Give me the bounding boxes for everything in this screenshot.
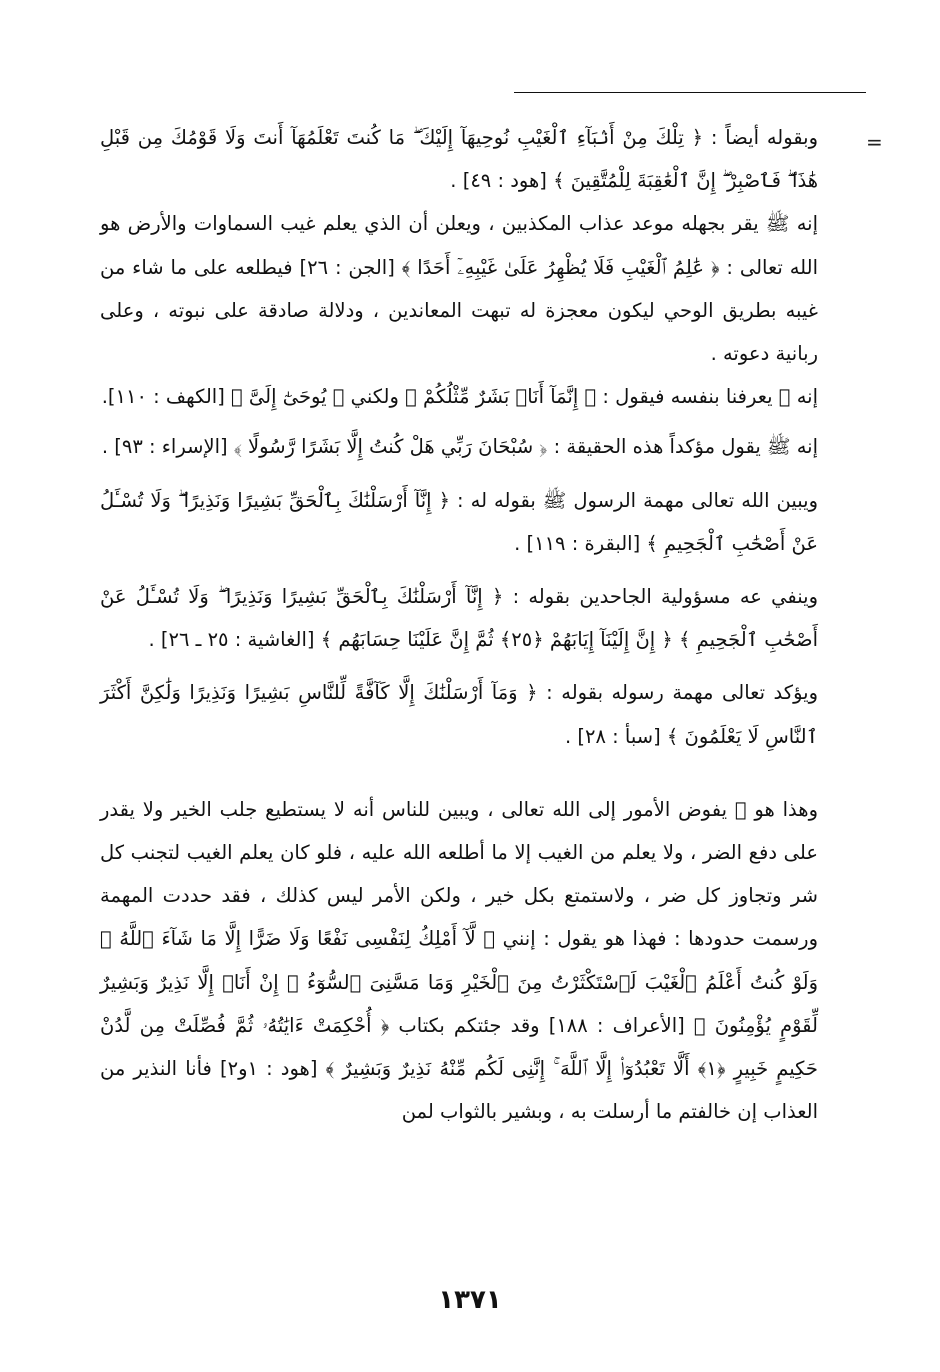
page-number: ١٣٧١: [438, 1285, 502, 1315]
paragraph-isra-93: إنه ﷺ يقول مؤكداً هذه الحقيقة : ﴿ سُبْحَانَ رَبِّي هَلْ كُنتُ إِلَّا بَشَرًا رَّسُولًا ﴾ [الإسراء : ٩٣] .: [101, 435, 818, 459]
header-rule: [514, 92, 866, 93]
paragraph-ghashiya-25-26: وينفي عه مسؤولية الجاحدين بقوله : ﴿ إِنَّآ أَرْسَلْنَٰكَ بِٱلْحَقِّ بَشِيرًا وَنَذِيرًا ۖ وَلَا تُسْـَٔلُ عَنْ أَصْحَٰبِ ٱلْجَحِيمِ ﴾ ﴿ إِنَّ إِلَيْنَآ إِيَابَهُمْ ﴿٢٥﴾ ثُمَّ إِنَّ عَلَيْنَا حِسَابَهُم ﴾ [الغاشية : ٢٥ ـ ٢٦] .: [100, 585, 818, 652]
margin-mark: =: [866, 130, 883, 154]
body-text: [100, 116, 818, 1133]
paragraph-hud-49: وبقوله أيضاً : ﴿ تِلْكَ مِنْ أَنۢبَآءِ ٱلْغَيْبِ نُوحِيهَآ إِلَيْكَ ۖ مَا كُنتَ تَعْلَمُهَآ أَنتَ وَلَا قَوْمُكَ مِن قَبْلِ هَٰذَا ۖ فَٱصْبِرْ ۖ إِنَّ ٱلْعَٰقِبَةَ لِلْمُتَّقِينَ ﴾ [هود : ٤٩] .: [100, 126, 818, 193]
paragraph-saba-28: ويؤكد تعالى مهمة رسوله بقوله : ﴿ وَمَآ أَرْسَلْنَٰكَ إِلَّا كَآفَّةً لِّلنَّاسِ بَشِيرًا وَنَذِيرًا وَلَٰكِنَّ أَكْثَرَ ٱلنَّاسِ لَا يَعْلَمُونَ ﴾ [سبأ : ٢٨] .: [100, 681, 818, 748]
paragraph-araf-188-hud-1-2: وهذا هو ﷺ يفوض الأمور إلى الله تعالى ، ويبين للناس أنه لا يستطيع جلب الخير ولا يقدر على دفع الضر ، ولا يعلم من الغيب إلا ما أطلعه الله عليه ، فلو كان يعلم الغيب لتجنب كل شر وتجاوز كل ضر ، ولاستمتع بكل خير ، ولكن الأمر ليس كذلك ، فقد حددت المهمة ورسمت حدودها : فهذا هو يقول : إنني ﴿ لَّآ أَمْلِكُ لِنَفْسِى نَفْعًا وَلَا ضَرًّا إِلَّا مَا شَآءَ ٱللَّهُ ۚ وَلَوْ كُنتُ أَعْلَمُ ٱلْغَيْبَ لَٱسْتَكْثَرْتُ مِنَ ٱلْخَيْرِ وَمَا مَسَّنِىَ ٱلسُّوٓءُ ۚ إِنْ أَنَا۠ إِلَّا نَذِيرٌ وَبَشِيرٌ لِّقَوْمٍ يُؤْمِنُونَ ﴾ [الأعراف : ١٨٨] وقد جئتكم بكتاب ﴿ أُحْكِمَتْ ءَايَٰتُهُۥ ثُمَّ فُصِّلَتْ مِن لَّدُنْ حَكِيمٍ خَبِيرٍ ﴿١﴾ أَلَّا تَعْبُدُوٓا۟ إِلَّا ٱللَّهَ ۚ إِنَّنِى لَكُم مِّنْهُ نَذِيرٌ وَبَشِيرٌ ﴾ [هود : ١و٢] فأنا النذير من العذاب إن خالفتم ما أرسلت به ، وبشير بالثواب لمن: [100, 797, 818, 1124]
paragraph-jinn-26: إنه ﷺ يقر بجهله موعد عذاب المكذبين ، ويعلن أن الذي يعلم غيب السماوات والأرض هو الله تعالى : ﴿ عَٰلِمُ ٱلْغَيْبِ فَلَا يُظْهِرُ عَلَىٰ غَيْبِهِۦٓ أَحَدًا ﴾ [الجن : ٢٦] فيطلعه على ما شاء من غيبه بطريق الوحي ليكون معجزة له تبهت المعاندين ، ودلالة صادقة على نبوته ، وعلى ربانية دعوته .: [100, 212, 818, 366]
paragraph-baqara-119: ويبين الله تعالى مهمة الرسول ﷺ بقوله له : ﴿ إِنَّآ أَرْسَلْنَٰكَ بِٱلْحَقِّ بَشِيرًا وَنَذِيرًا ۖ وَلَا تُسْـَٔلُ عَنْ أَصْحَٰبِ ٱلْجَحِيمِ ﴾ [البقرة : ١١٩] .: [100, 488, 818, 555]
paragraph-kahf-110: إنه ﷺ يعرفنا بنفسه فيقول : ﴿ إِنَّمَآ أَنَا۠ بَشَرٌ مِّثْلُكُمْ ﴾ ولكني ﴿ يُوحَىٰٓ إِلَىَّ ﴾ [الكهف : ١١٠].: [101, 385, 818, 409]
